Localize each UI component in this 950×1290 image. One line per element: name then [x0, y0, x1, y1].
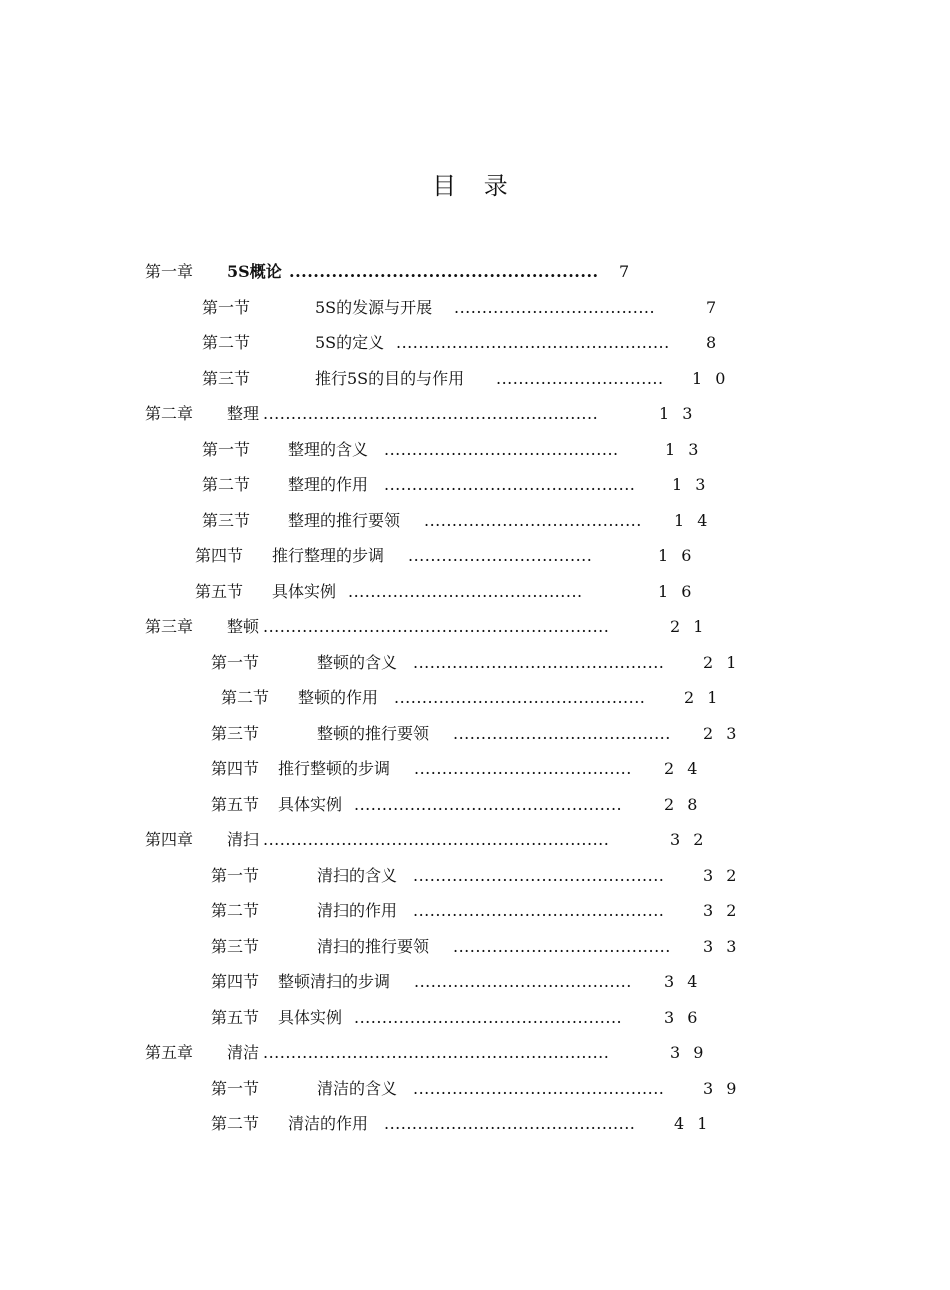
toc-entry-page: 2 1: [684, 688, 722, 707]
toc-entry-label: 第一节: [202, 298, 251, 317]
toc-entry-text: 清扫的作用: [317, 901, 398, 920]
toc-entry-dots: .............................................: [413, 901, 665, 920]
toc-entry-label: 第五节: [211, 1008, 260, 1027]
toc-entry-label: 第三节: [202, 369, 251, 388]
toc-entry-label: 第五节: [211, 795, 260, 814]
toc-entry-label: 第三章: [145, 617, 194, 636]
toc-entry-label: 第四节: [211, 972, 260, 991]
toc-entry-dots: .............................................: [384, 475, 636, 494]
toc-entry-text: 推行整理的步调: [272, 546, 385, 565]
toc-entry-text: 清扫的含义: [317, 866, 398, 885]
toc-entry-page: 3 2: [703, 866, 741, 885]
toc-entry-dots: ............................................................: [263, 404, 599, 423]
toc-entry-dots: .......................................: [453, 937, 671, 956]
toc-entry-label: 第一节: [211, 653, 260, 672]
toc-entry-page: 2 3: [703, 724, 741, 743]
toc-entry-page: 4 1: [674, 1114, 712, 1133]
toc-entry-dots: ..............................................................: [263, 1043, 610, 1062]
toc-entry-page: 8: [706, 333, 721, 352]
toc-entry-dots: ..........................................: [384, 440, 619, 459]
toc-entry-text: 清扫的推行要领: [317, 937, 430, 956]
toc-entry-label: 第四章: [145, 830, 194, 849]
toc-entry-label: 第四节: [195, 546, 244, 565]
toc-entry-label: 第四节: [211, 759, 260, 778]
toc-entry-dots: ..........................................: [348, 582, 583, 601]
toc-entry-label: 第二节: [211, 1114, 260, 1133]
toc-entry-text: 5S的定义: [315, 333, 385, 352]
toc-entry-dots: .................................................: [396, 333, 670, 352]
toc-entry-text: 整顿的推行要领: [317, 724, 430, 743]
toc-entry-text: 具体实例: [272, 582, 337, 601]
toc-entry-page: 1 3: [659, 404, 697, 423]
toc-entry-page: 3 9: [703, 1079, 741, 1098]
toc-entry-label: 第一节: [211, 1079, 260, 1098]
toc-entry-dots: ...................................................: [289, 262, 599, 281]
toc-entry-dots: .............................................: [394, 688, 646, 707]
toc-entry-page: 1 3: [672, 475, 710, 494]
toc-entry-dots: .............................................: [413, 866, 665, 885]
toc-entry-page: 2 8: [664, 795, 702, 814]
toc-entry-page: 2 1: [670, 617, 708, 636]
toc-entry-text: 整顿: [227, 617, 260, 636]
toc-entry-label: 第一节: [211, 866, 260, 885]
toc-entry-label: 第五章: [145, 1043, 194, 1062]
toc-entry-label: 第三节: [211, 724, 260, 743]
toc-entry-page: 3 3: [703, 937, 741, 956]
toc-entry-dots: .......................................: [414, 972, 632, 991]
toc-entry-text: 清洁: [227, 1043, 260, 1062]
toc-entry-label: 第二节: [211, 901, 260, 920]
toc-entry-text: 整理: [227, 404, 260, 423]
toc-entry-page: 2 1: [703, 653, 741, 672]
toc-entry-dots: .................................: [408, 546, 593, 565]
toc-entry-page: 3 9: [670, 1043, 708, 1062]
toc-entry-page: 3 2: [703, 901, 741, 920]
toc-entry-label: 第二节: [221, 688, 270, 707]
toc-entry-page: 1 6: [658, 546, 696, 565]
toc-entry-text: 整顿的作用: [298, 688, 379, 707]
toc-entry-text: 5S概论: [227, 262, 282, 281]
toc-entry-label: 第三节: [202, 511, 251, 530]
toc-entry-page: 1 4: [674, 511, 712, 530]
toc-entry-text: 5S的发源与开展: [315, 298, 433, 317]
toc-entry-text: 清洁的含义: [317, 1079, 398, 1098]
toc-entry-text: 整理的含义: [288, 440, 369, 459]
toc-entry-dots: ................................................: [354, 795, 623, 814]
toc-entry-text: 推行整顿的步调: [278, 759, 391, 778]
toc-entry-label: 第二章: [145, 404, 194, 423]
toc-entry-page: 7: [706, 298, 721, 317]
toc-entry-dots: .......................................: [414, 759, 632, 778]
toc-entry-dots: ....................................: [454, 298, 656, 317]
toc-entry-text: 具体实例: [278, 795, 343, 814]
toc-entry-text: 推行5S的目的与作用: [315, 369, 465, 388]
toc-title: 目 录: [432, 172, 518, 200]
toc-entry-page: 3 2: [670, 830, 708, 849]
toc-entry-dots: .............................................: [413, 653, 665, 672]
toc-entry-label: 第一章: [145, 262, 194, 281]
toc-entry-text: 具体实例: [278, 1008, 343, 1027]
toc-entry-text: 清洁的作用: [288, 1114, 369, 1133]
toc-entry-dots: ..............................: [496, 369, 664, 388]
toc-entry-page: 2 4: [664, 759, 702, 778]
toc-entry-dots: ..............................................................: [263, 830, 610, 849]
toc-entry-dots: .......................................: [453, 724, 671, 743]
toc-entry-label: 第二节: [202, 475, 251, 494]
toc-entry-text: 整顿清扫的步调: [278, 972, 391, 991]
toc-entry-page: 3 4: [664, 972, 702, 991]
toc-entry-dots: .............................................: [384, 1114, 636, 1133]
toc-entry-page: 1 6: [658, 582, 696, 601]
toc-entry-page: 1 0: [692, 369, 730, 388]
toc-entry-label: 第二节: [202, 333, 251, 352]
toc-entry-page: 1 3: [665, 440, 703, 459]
toc-entry-text: 整顿的含义: [317, 653, 398, 672]
toc-entry-dots: ..............................................................: [263, 617, 610, 636]
toc-entry-text: 整理的推行要领: [288, 511, 401, 530]
toc-entry-label: 第五节: [195, 582, 244, 601]
toc-entry-page: 3 6: [664, 1008, 702, 1027]
toc-entry-text: 整理的作用: [288, 475, 369, 494]
toc-entry-label: 第一节: [202, 440, 251, 459]
toc-entry-text: 清扫: [227, 830, 260, 849]
toc-entry-dots: .............................................: [413, 1079, 665, 1098]
toc-entry-dots: ................................................: [354, 1008, 623, 1027]
toc-entry-label: 第三节: [211, 937, 260, 956]
toc-entry-dots: .......................................: [424, 511, 642, 530]
toc-entry-page: 7: [619, 262, 634, 281]
